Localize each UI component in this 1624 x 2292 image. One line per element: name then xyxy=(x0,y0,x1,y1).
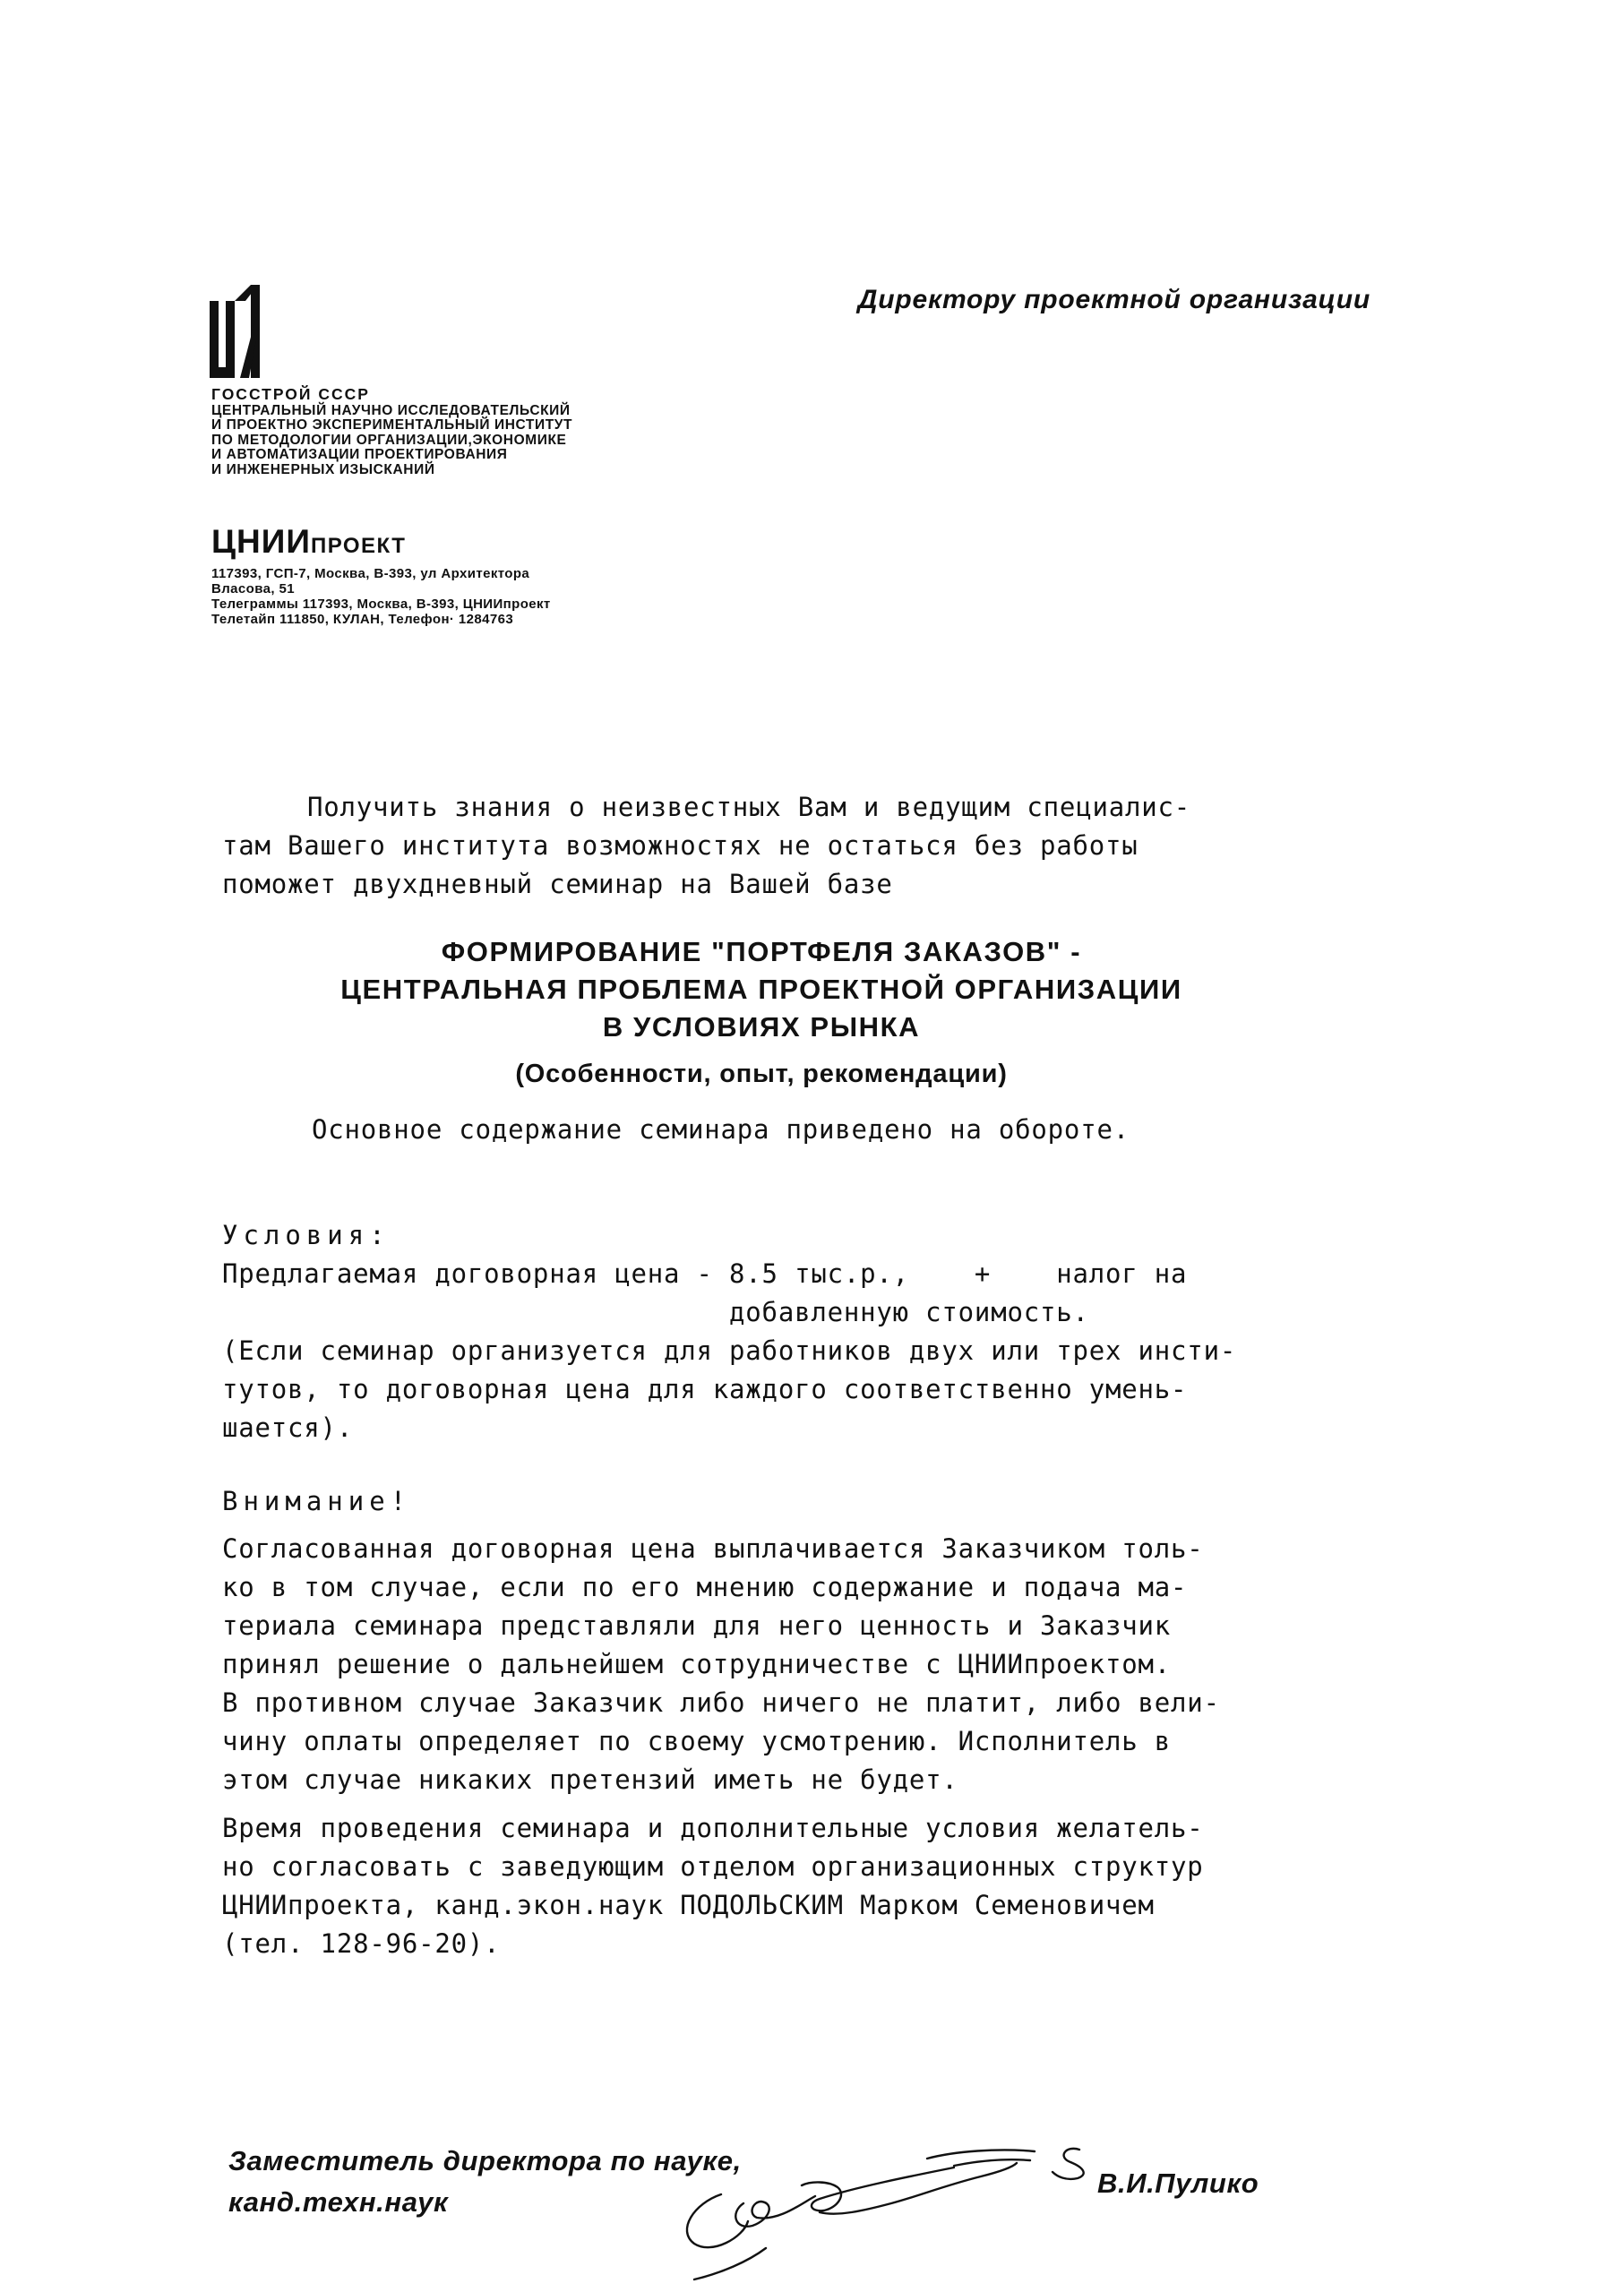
address-line: Телеграммы 117393, Москва, В-393, ЦНИИпроект xyxy=(211,597,551,612)
signatory-name: В.И.Пулико xyxy=(1097,2168,1259,2199)
title-subtitle: (Особенности, опыт, рекомендации) xyxy=(515,1060,1008,1088)
contact-line: но согласовать с заведующим отделом организационных структур xyxy=(222,1851,1204,1882)
conditions-heading: Условия: xyxy=(222,1220,391,1250)
attention-line: этом случае никаких претензий иметь не будет. xyxy=(222,1764,958,1795)
price-line-continued: добавленную стоимость. xyxy=(222,1297,1089,1327)
org-line: И АВТОМАТИЗАЦИИ ПРОЕКТИРОВАНИЯ xyxy=(211,447,508,462)
attention-line: В противном случае Заказчик либо ничего не платит, либо вели- xyxy=(222,1687,1220,1718)
address-line: Телетайп 111850, КУЛАН, Телефон· 1284763 xyxy=(211,612,514,627)
org-line: ГОССТРОЙ СССР xyxy=(211,385,370,403)
position-line: Заместитель директора по науке, xyxy=(228,2145,742,2176)
attention-heading: Внимание! xyxy=(222,1486,412,1516)
intro-line: поможет двухдневный семинар на Вашей базе xyxy=(222,869,893,899)
address-block xyxy=(211,566,713,627)
contact-line: (тел. 128-96-20). xyxy=(222,1928,501,1959)
org-line: И ПРОЕКТНО ЭКСПЕРИМЕНТАЛЬНЫЙ ИНСТИТУТ xyxy=(211,417,573,433)
position-line: канд.техн.наук xyxy=(228,2186,449,2218)
institute-logo-icon xyxy=(208,285,271,380)
contact-line: Время проведения семинара и дополнительные условия желатель- xyxy=(222,1813,1204,1843)
title-line: ФОРМИРОВАНИЕ "ПОРТФЕЛЯ ЗАКАЗОВ" - xyxy=(441,936,1082,967)
attention-paragraph xyxy=(222,1530,1220,1799)
intro-line: Получить знания о неизвестных Вам и ведущим специалис- xyxy=(307,792,1191,822)
conditions-section xyxy=(222,1216,1236,1447)
org-line: ПО МЕТОДОЛОГИИ ОРГАНИЗАЦИИ,ЭКОНОМИКЕ xyxy=(211,432,567,448)
handwritten-signature-icon xyxy=(658,2132,1106,2284)
conditions-note-line: тутов, то договорная цена для каждого соответственно умень- xyxy=(222,1374,1188,1404)
organization-name xyxy=(211,387,713,477)
address-line: Власова, 51 xyxy=(211,581,295,597)
content-note: Основное содержание семинара приведено на обороте. xyxy=(312,1114,1130,1145)
org-line: ЦЕНТРАЛЬНЫЙ НАУЧНО ИССЛЕДОВАТЕЛЬСКИЙ xyxy=(211,402,571,418)
attention-line: принял решение о дальнейшем сотрудничестве с ЦНИИпроектом. xyxy=(222,1649,1172,1679)
attention-line: ко в том случае, если по его мнению содержание и подача ма- xyxy=(222,1572,1188,1602)
contact-line: ЦНИИпроекта, канд.экон.наук ПОДОЛЬСКИМ Марком Семеновичем xyxy=(222,1890,1155,1920)
price-line: Предлагаемая договорная цена - 8.5 тыс.р., + налог на xyxy=(222,1258,1188,1289)
contact-paragraph xyxy=(222,1809,1204,1963)
attention-line: териала семинара представляли для него ценность и Заказчик xyxy=(222,1610,1172,1641)
attention-line: Согласованная договорная цена выплачивается Заказчиком толь- xyxy=(222,1533,1204,1564)
title-line: ЦЕНТРАЛЬНАЯ ПРОБЛЕМА ПРОЕКТНОЙ ОРГАНИЗАЦИИ xyxy=(340,974,1182,1005)
intro-line: там Вашего института возможностях не остаться без работы xyxy=(222,830,1139,861)
conditions-note-line: шается). xyxy=(222,1412,354,1443)
address-line: 117393, ГСП-7, Москва, В-393, ул Архитектора xyxy=(211,566,530,581)
conditions-note-line: (Если семинар организуется для работников двух или трех инсти- xyxy=(222,1335,1237,1366)
recipient: Директору проектной организации xyxy=(857,285,1371,314)
attention-line: чину оплаты определяет по своему усмотрению. Исполнитель в xyxy=(222,1726,1172,1756)
title-line: В УСЛОВИЯХ РЫНКА xyxy=(602,1011,921,1043)
brand-name xyxy=(211,523,406,561)
intro-paragraph xyxy=(222,788,1190,904)
brand-small: ПРОЕКТ xyxy=(310,534,407,558)
org-line: И ИНЖЕНЕРНЫХ ИЗЫСКАНИЙ xyxy=(211,461,435,477)
brand-main: ЦНИИ xyxy=(211,523,311,560)
seminar-title xyxy=(224,933,1299,1093)
